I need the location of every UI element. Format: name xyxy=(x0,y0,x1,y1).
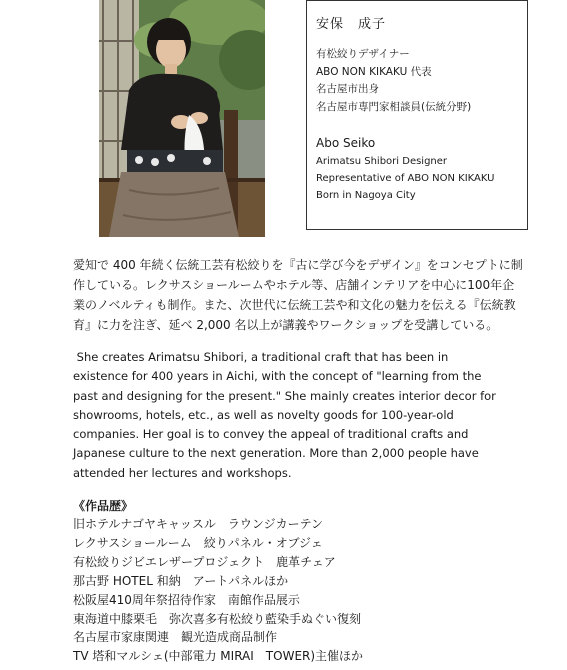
profile-birthplace-jp: 名古屋市出身 xyxy=(316,83,379,95)
bio-en-line: existence for 400 years in Aichi, with the concept of "learning from the xyxy=(73,369,482,384)
bio-en-line: attended her lectures and workshops. xyxy=(73,465,292,480)
works-heading: 《作品歴》 xyxy=(73,499,134,513)
list-item: 松阪屋410周年祭招待作家 南館作品展示 xyxy=(73,592,300,607)
profile-box xyxy=(306,0,528,230)
biography-english xyxy=(73,348,513,483)
list-item: TV 塔和マルシェ(中部電力 MIRAI TOWER)主催ほか xyxy=(73,649,364,664)
list-item: 名古屋市家康関連 観光造成商品制作 xyxy=(73,630,278,645)
list-item: 旧ホテルナゴヤキャッスル ラウンジカーテン xyxy=(73,517,324,531)
bio-en-line: Japanese culture to the next generation. More than 2,000 people have xyxy=(73,446,479,461)
profile-company-jp: ABO NON KIKAKU 代表 xyxy=(316,65,432,78)
bio-jp-line: 愛知で 400 年続く伝統工芸有松絞りを『古に学び今をデザイン』をコンセプトに制 xyxy=(73,258,523,272)
list-item: 有松絞りジビエレザープロジェクト 鹿革チェア xyxy=(73,554,336,569)
bio-en-line: She creates Arimatsu Shibori, a traditional craft that has been in xyxy=(73,350,449,364)
profile-role-jp: 名古屋市専門家相談員(伝統分野) xyxy=(316,100,472,113)
works-list xyxy=(73,497,533,666)
name-english: Abo Seiko xyxy=(316,136,376,150)
bio-en-line: companies. Her goal is to convey the appeal of traditional crafts and xyxy=(73,427,469,442)
list-item: 那古野 HOTEL 和納 アートパネルほか xyxy=(73,573,289,588)
bio-en-line: past and designing for the present." She mainly creates interior decor for xyxy=(73,388,496,403)
bio-jp-line: 作している。レクサスショールームやホテル等、店舗インテリアを中心に100年企 xyxy=(73,278,515,292)
portrait-photo xyxy=(99,0,265,237)
list-item: 東海道中膝栗毛 弥次喜多有松絞り藍染手ぬぐい復刻 xyxy=(73,611,362,626)
bio-jp-line: 育』に力を注ぎ、延べ 2,000 名以上が講義やワークショップを受講している。 xyxy=(73,318,499,332)
bio-en-line: showrooms, hotels, etc., as well as novelty goods for 100-year-old xyxy=(73,407,454,422)
list-item: レクサスショールーム 絞りパネル・オブジェ xyxy=(73,535,323,550)
bio-jp-line: 業のノベルティも制作。また、次世代に伝統工芸や和文化の魅力を伝える『伝統教 xyxy=(73,298,516,312)
profile-birthplace-en: Born in Nagoya City xyxy=(316,190,416,201)
profile-company-en: Representative of ABO NON KIKAKU xyxy=(316,173,495,184)
biography-japanese xyxy=(73,255,533,335)
profile-title-jp: 有松絞りデザイナー xyxy=(316,48,410,60)
name-japanese: 安保 成子 xyxy=(316,17,387,32)
profile-title-en: Arimatsu Shibori Designer xyxy=(316,156,448,167)
